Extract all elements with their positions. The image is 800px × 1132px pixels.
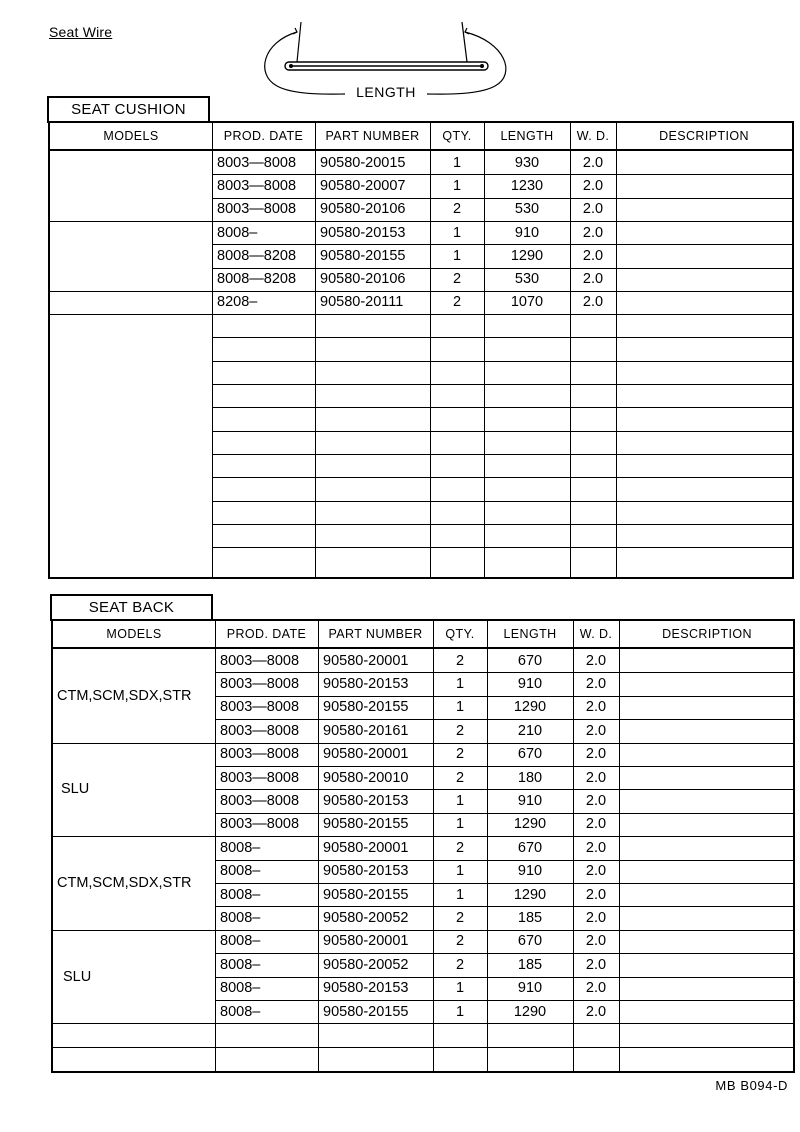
empty-table-row	[50, 314, 792, 337]
qty-cell: 1	[455, 863, 465, 880]
wd-cell: 2.0	[585, 886, 607, 903]
wd-cell: 2.0	[585, 980, 607, 997]
length-cell: 1290	[513, 886, 547, 903]
prod-date-cell: 8208–	[217, 294, 258, 311]
qty-cell: 2	[455, 910, 465, 927]
empty-table-row	[50, 501, 792, 524]
wd-cell: 2.0	[585, 676, 607, 693]
column-header: MODELS	[106, 627, 162, 641]
column-header: PART NUMBER	[325, 129, 420, 143]
part-number-cell: 90580-20052	[323, 910, 409, 927]
part-number-cell: 90580-20155	[323, 816, 409, 833]
prod-date-cell: 8003—8008	[220, 769, 300, 786]
table-row	[50, 174, 792, 197]
column-header: MODELS	[103, 129, 159, 143]
length-cell: 670	[517, 746, 543, 763]
qty-cell: 1	[455, 676, 465, 693]
table-row	[50, 151, 792, 174]
length-cell: 670	[517, 652, 543, 669]
column-header: W. D.	[576, 129, 610, 143]
wd-cell: 2.0	[582, 271, 604, 288]
length-cell: 530	[514, 271, 540, 288]
qty-cell: 1	[455, 886, 465, 903]
part-number-cell: 90580-20001	[323, 746, 409, 763]
qty-cell: 1	[455, 699, 465, 716]
part-number-cell: 90580-20052	[323, 956, 409, 973]
prod-date-cell: 8008–	[217, 224, 258, 241]
empty-table-row	[50, 454, 792, 477]
wd-cell: 2.0	[585, 816, 607, 833]
wd-cell: 2.0	[582, 177, 604, 194]
part-number-cell: 90580-20153	[323, 980, 409, 997]
part-number-cell: 90580-20106	[320, 271, 406, 288]
qty-cell: 2	[455, 769, 465, 786]
prod-date-cell: 8008–	[220, 956, 261, 973]
table-row	[50, 244, 792, 267]
qty-cell: 1	[452, 247, 462, 264]
table-row	[50, 221, 792, 244]
table-row	[50, 268, 792, 291]
empty-table-row	[50, 337, 792, 360]
empty-table-row	[50, 361, 792, 384]
length-cell: 910	[517, 863, 543, 880]
length-cell: 185	[517, 956, 543, 973]
length-cell: 910	[517, 793, 543, 810]
length-dimension-label	[255, 84, 517, 100]
seat-wire-diagram	[255, 20, 517, 108]
part-number-cell: 90580-20155	[323, 886, 409, 903]
qty-cell: 2	[455, 746, 465, 763]
prod-date-cell: 8003—8008	[220, 746, 300, 763]
part-number-cell: 90580-20153	[323, 676, 409, 693]
column-header: PROD. DATE	[226, 627, 307, 641]
wd-cell: 2.0	[585, 746, 607, 763]
empty-table-row	[50, 547, 792, 570]
prod-date-cell: 8003—8008	[217, 201, 297, 218]
prod-date-cell: 8003—8008	[217, 154, 297, 171]
table-header-row	[50, 123, 792, 151]
part-number-cell: 90580-20015	[320, 154, 406, 171]
prod-date-cell: 8003—8008	[220, 793, 300, 810]
seat-back-label: SEAT BACK	[50, 594, 213, 621]
table-header-row	[53, 621, 793, 649]
prod-date-cell: 8008–	[220, 980, 261, 997]
part-number-cell: 90580-20106	[320, 201, 406, 218]
seat-back-table	[51, 619, 795, 1073]
length-cell: 1230	[510, 177, 544, 194]
part-number-cell: 90580-20153	[323, 793, 409, 810]
prod-date-cell: 8003—8008	[220, 652, 300, 669]
empty-table-row	[50, 407, 792, 430]
qty-cell: 1	[452, 154, 462, 171]
wd-cell: 2.0	[582, 247, 604, 264]
part-number-cell: 90580-20111	[320, 294, 404, 311]
length-cell: 910	[517, 676, 543, 693]
table-row	[50, 291, 792, 314]
qty-cell: 2	[455, 652, 465, 669]
empty-table-row	[53, 1047, 793, 1070]
wd-cell: 2.0	[585, 699, 607, 716]
qty-cell: 1	[452, 177, 462, 194]
length-cell: 910	[514, 224, 540, 241]
qty-cell: 2	[452, 294, 462, 311]
prod-date-cell: 8008–	[220, 1003, 261, 1020]
wd-cell: 2.0	[585, 722, 607, 739]
part-number-cell: 90580-20155	[323, 1003, 409, 1020]
empty-table-row	[53, 1023, 793, 1046]
length-cell: 185	[517, 910, 543, 927]
empty-table-row	[50, 384, 792, 407]
prod-date-cell: 8003—8008	[220, 676, 300, 693]
qty-cell: 1	[455, 793, 465, 810]
part-number-cell: 90580-20007	[320, 177, 406, 194]
part-number-cell: 90580-20001	[323, 839, 409, 856]
prod-date-cell: 8003—8008	[220, 699, 300, 716]
qty-cell: 1	[455, 816, 465, 833]
prod-date-cell: 8003—8008	[220, 816, 300, 833]
prod-date-cell: 8003—8008	[217, 177, 297, 194]
wd-cell: 2.0	[585, 933, 607, 950]
part-number-cell: 90580-20001	[323, 933, 409, 950]
length-cell: 1070	[510, 294, 544, 311]
wd-cell: 2.0	[582, 154, 604, 171]
length-cell: 1290	[510, 247, 544, 264]
length-cell: 670	[517, 839, 543, 856]
prod-date-cell: 8008—8208	[217, 271, 297, 288]
prod-date-cell: 8008–	[220, 910, 261, 927]
wd-cell: 2.0	[585, 1003, 607, 1020]
wd-cell: 2.0	[582, 224, 604, 241]
empty-table-row	[50, 477, 792, 500]
qty-cell: 2	[455, 933, 465, 950]
seat-cushion-table	[48, 121, 794, 579]
qty-cell: 1	[455, 1003, 465, 1020]
part-number-cell: 90580-20153	[323, 863, 409, 880]
column-header: LENGTH	[503, 627, 557, 641]
prod-date-cell: 8008–	[220, 886, 261, 903]
document-code: MB B094-D	[715, 1078, 788, 1093]
wd-cell: 2.0	[585, 769, 607, 786]
qty-cell: 1	[452, 224, 462, 241]
column-header: QTY.	[445, 627, 475, 641]
model-group-label: CTM,SCM,SDX,STR	[57, 687, 192, 704]
column-header: DESCRIPTION	[659, 129, 749, 143]
part-number-cell: 90580-20155	[323, 699, 409, 716]
model-group-label: CTM,SCM,SDX,STR	[57, 874, 192, 891]
qty-cell: 2	[455, 722, 465, 739]
page-title: Seat Wire	[49, 24, 113, 40]
wd-cell: 2.0	[585, 863, 607, 880]
wd-cell: 2.0	[585, 652, 607, 669]
qty-cell: 2	[452, 201, 462, 218]
wd-cell: 2.0	[585, 839, 607, 856]
seat-cushion-label: SEAT CUSHION	[47, 96, 210, 123]
part-number-cell: 90580-20010	[323, 769, 409, 786]
prod-date-cell: 8008–	[220, 839, 261, 856]
model-group-label: SLU	[61, 781, 90, 798]
column-header: PROD. DATE	[223, 129, 304, 143]
length-cell: 1290	[513, 699, 547, 716]
part-number-cell: 90580-20161	[323, 722, 409, 739]
part-number-cell: 90580-20153	[320, 224, 406, 241]
qty-cell: 1	[455, 980, 465, 997]
column-header: W. D.	[579, 627, 613, 641]
length-cell: 530	[514, 201, 540, 218]
wd-cell: 2.0	[585, 956, 607, 973]
qty-cell: 2	[455, 839, 465, 856]
part-number-cell: 90580-20155	[320, 247, 406, 264]
length-cell: 180	[517, 769, 543, 786]
wd-cell: 2.0	[585, 793, 607, 810]
prod-date-cell: 8003—8008	[220, 722, 300, 739]
prod-date-cell: 8008–	[220, 933, 261, 950]
prod-date-cell: 8008—8208	[217, 247, 297, 264]
part-number-cell: 90580-20001	[323, 652, 409, 669]
column-header: DESCRIPTION	[662, 627, 752, 641]
column-header: PART NUMBER	[328, 627, 423, 641]
column-header: LENGTH	[500, 129, 554, 143]
length-cell: 670	[517, 933, 543, 950]
prod-date-cell: 8008–	[220, 863, 261, 880]
wd-cell: 2.0	[582, 201, 604, 218]
model-group-label: SLU	[63, 968, 92, 985]
length-cell: 910	[517, 980, 543, 997]
length-cell: 930	[514, 154, 540, 171]
length-cell: 210	[517, 722, 543, 739]
length-cell: 1290	[513, 1003, 547, 1020]
empty-table-row	[50, 431, 792, 454]
empty-table-row	[50, 524, 792, 547]
table-row	[50, 198, 792, 221]
wd-cell: 2.0	[582, 294, 604, 311]
column-header: QTY.	[442, 129, 472, 143]
qty-cell: 2	[452, 271, 462, 288]
qty-cell: 2	[455, 956, 465, 973]
length-cell: 1290	[513, 816, 547, 833]
wd-cell: 2.0	[585, 910, 607, 927]
length-label-text: LENGTH	[353, 84, 419, 100]
